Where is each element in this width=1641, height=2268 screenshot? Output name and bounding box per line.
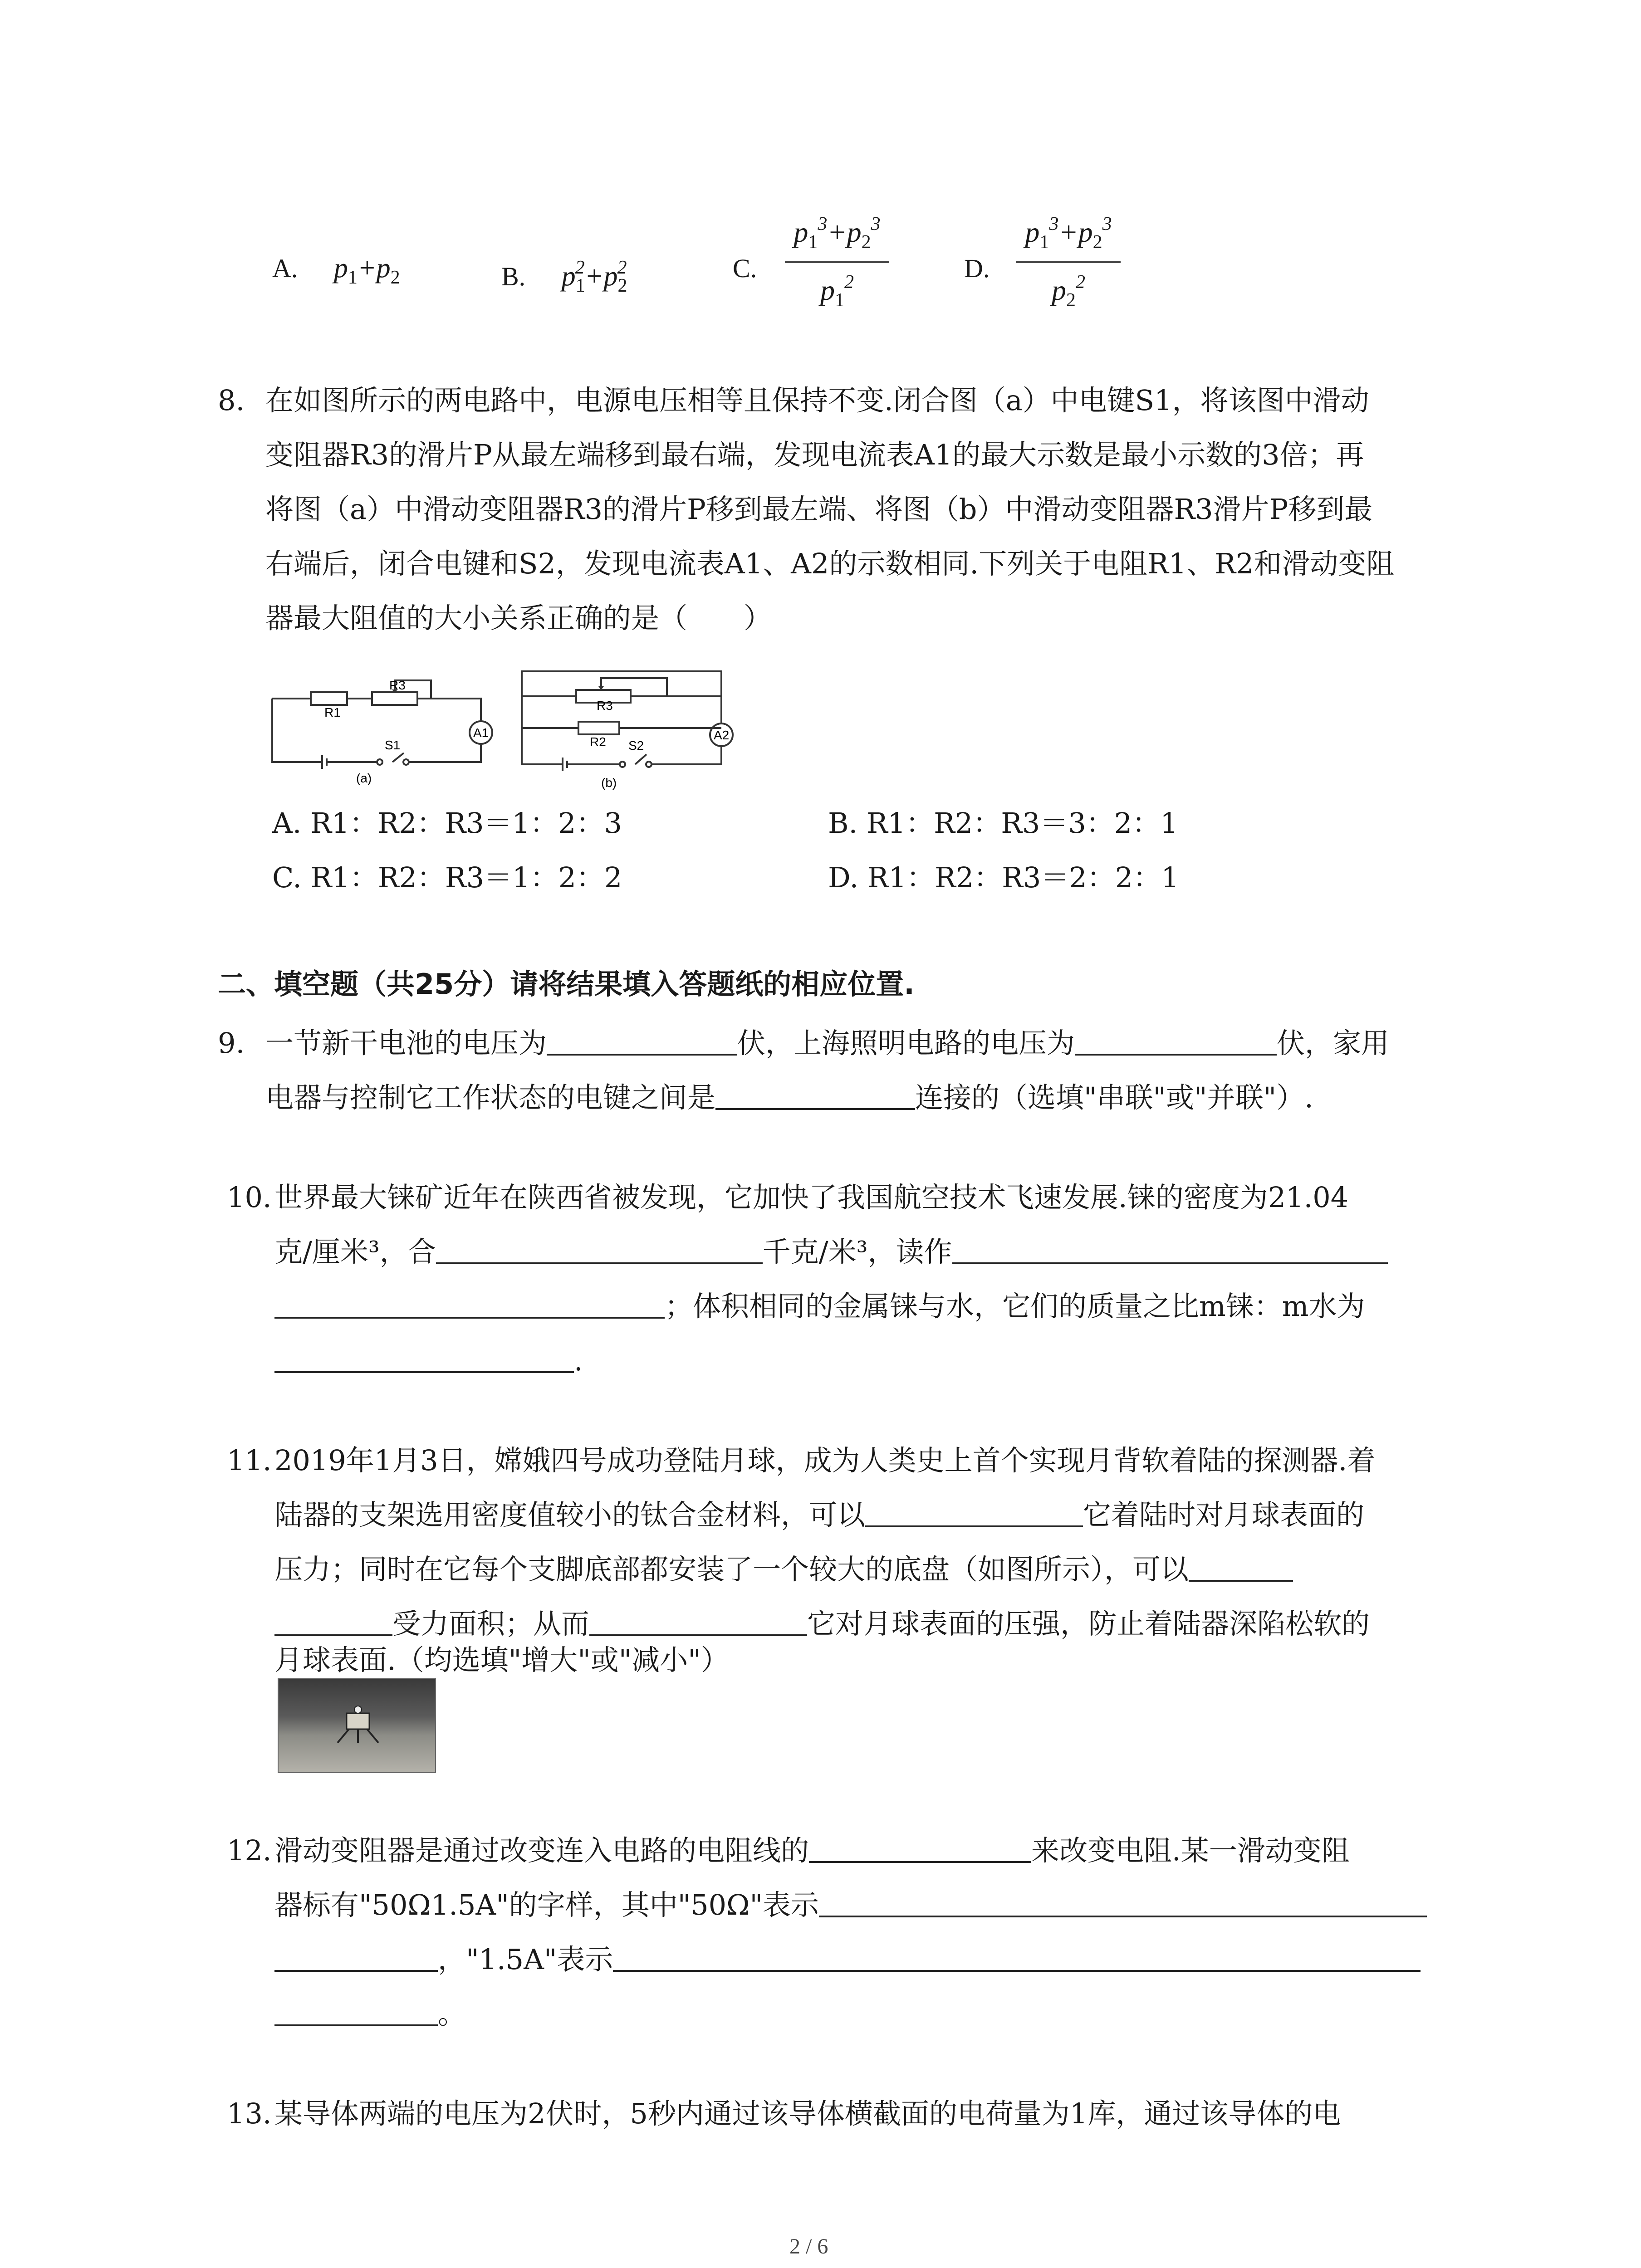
q7-option-d-label[interactable] [964, 240, 989, 296]
q12-text-3: ，"1.5A"表示 [438, 1943, 613, 1976]
q12-text-1a: 滑动变阻器是通过改变连入电路的电阻线的 [274, 1834, 809, 1867]
q11-blank-2b[interactable] [274, 1607, 392, 1636]
q10-line-2 [274, 1225, 1388, 1279]
q12-line-3 [274, 1932, 1421, 1987]
q10-blank-1[interactable] [436, 1235, 763, 1264]
fraction-bar [1016, 261, 1121, 263]
q12-blank-1[interactable] [809, 1834, 1031, 1863]
caption-a: (a) [356, 771, 372, 785]
q11-blank-3[interactable] [589, 1607, 807, 1636]
q11-text-4b: 它对月球表面的压强，防止着陆器深陷松软的 [807, 1607, 1370, 1640]
q12-line-2 [274, 1878, 1427, 1932]
q7-option-b[interactable] [501, 240, 627, 313]
q9-line-1 [265, 1016, 1389, 1070]
label-a1: A1 [473, 726, 489, 740]
page-number: 2 / 6 [789, 2234, 828, 2258]
q9-blank-1[interactable] [547, 1026, 737, 1056]
q10-number: 10. [227, 1181, 272, 1214]
q8-line-2: 变阻器R3的滑片P从最左端移到最右端，发现电流表A1的最大示数是最小示数的3倍；再 [265, 438, 1364, 471]
q12-line-1 [274, 1823, 1350, 1878]
q11-blank-2a[interactable] [1189, 1553, 1293, 1582]
q9-text-1c: 伏，家用 [1277, 1026, 1390, 1060]
option-expression: $p_1+p_2$ [333, 253, 400, 288]
q12-blank-3a[interactable] [613, 1943, 1421, 1972]
q9-blank-3[interactable] [715, 1081, 915, 1110]
option-label: A. [272, 254, 298, 283]
option-expression: $p_1^2+p_2^2$ [561, 257, 627, 296]
q7-option-c-fraction [785, 213, 889, 311]
q10-text-4: . [574, 1344, 583, 1377]
q10-blank-4[interactable] [274, 1344, 574, 1373]
q9-text-1a: 一节新干电池的电压为 [265, 1026, 547, 1060]
q11-number: 11. [227, 1444, 272, 1477]
option-label: D. [964, 254, 990, 283]
fraction-bar [785, 261, 889, 263]
numerator: $p_1^3+p_2^3$ [794, 214, 881, 253]
q7-option-a[interactable] [272, 240, 400, 305]
q10-line-4 [274, 1334, 583, 1388]
q9-text-2b: 连接的（选填"串联"或"并联"）. [915, 1081, 1313, 1114]
label-s2: S2 [628, 738, 644, 753]
denominator: $p_2^2$ [1052, 272, 1085, 311]
q8-line-4: 右端后，闭合电键和S2，发现电流表A1、A2的示数相同.下列关于电阻R1、R2和滑动变阻 [265, 547, 1395, 580]
q10-blank-2[interactable] [952, 1235, 1388, 1264]
q10-line-3 [274, 1279, 1365, 1334]
label-s1: S1 [385, 738, 401, 752]
circuit-figure-a [268, 671, 504, 794]
q7-option-c-label[interactable] [733, 240, 757, 296]
q8-line-3: 将图（a）中滑动变阻器R3的滑片P移到最左端、将图（b）中滑动变阻器R3滑片P移到最 [265, 493, 1373, 526]
circuit-figure-b [517, 665, 744, 794]
q12-blank-2a[interactable] [819, 1888, 1427, 1917]
q7-option-d-fraction [1016, 213, 1121, 311]
lander-photo [278, 1678, 436, 1773]
option-label: B. [501, 262, 526, 291]
q10-blank-3[interactable] [274, 1290, 665, 1319]
q10-text-2b: 千克/米³，读作 [762, 1235, 952, 1268]
label-r2: R2 [590, 735, 606, 749]
q11-line-2 [274, 1488, 1364, 1542]
q9-blank-2[interactable] [1075, 1026, 1277, 1056]
q8-option-b[interactable]: B. R1：R2：R3＝3：2：1 [828, 807, 1178, 840]
q8-line-5: 器最大阻值的大小关系正确的是（ ） [265, 601, 772, 635]
label-r3: R3 [389, 678, 406, 692]
option-label: C. [733, 254, 757, 283]
q9-text-1b: 伏，上海照明电路的电压为 [737, 1026, 1075, 1060]
q11-line-3 [274, 1542, 1293, 1597]
q12-text-2: 器标有"50Ω1.5A"的字样，其中"50Ω"表示 [274, 1888, 819, 1921]
q8-number: 8. [218, 384, 245, 417]
q8-option-c[interactable]: C. R1：R2：R3＝1：2：2 [272, 861, 622, 894]
q11-text-3: 压力；同时在它每个支脚底部都安装了一个较大的底盘（如图所示），可以 [274, 1553, 1189, 1586]
q8-line-1: 在如图所示的两电路中，电源电压相等且保持不变.闭合图（a）中电键S1，将该图中滑动 [265, 384, 1369, 417]
denominator: $p_1^2$ [820, 272, 854, 311]
q10-line-1: 世界最大铼矿近年在陕西省被发现，它加快了我国航空技术飞速发展.铼的密度为21.04 [274, 1181, 1349, 1214]
q12-blank-2b[interactable] [274, 1943, 438, 1972]
q13-line-1: 某导体两端的电压为2伏时，5秒内通过该导体横截面的电荷量为1库，通过该导体的电 [274, 2097, 1341, 2130]
q10-text-2a: 克/厘米³，合 [274, 1235, 436, 1268]
label-a2: A2 [714, 728, 730, 742]
q9-line-2 [265, 1070, 1313, 1125]
q12-text-1b: 来改变电阻.某一滑动变阻 [1031, 1834, 1350, 1867]
q11-blank-1[interactable] [865, 1498, 1083, 1527]
section-heading: 二、填空题（共25分）请将结果填入答题纸的相应位置. [218, 968, 915, 1001]
caption-b: (b) [601, 776, 617, 790]
numerator: $p_1^3+p_2^3$ [1025, 214, 1112, 253]
q9-number: 9. [218, 1026, 245, 1060]
q11-line-1: 2019年1月3日，嫦娥四号成功登陆月球，成为人类史上首个实现月背软着陆的探测器.着 [274, 1444, 1376, 1477]
q11-text-4a: 受力面积；从而 [392, 1607, 590, 1640]
lander-icon [333, 1704, 387, 1745]
q10-text-3a: ；体积相同的金属铼与水，它们的质量之比m铼：m水为 [665, 1290, 1365, 1323]
q12-line-4 [274, 1987, 466, 2041]
q11-line-5: 月球表面.（均选填"增大"或"减小"） [274, 1643, 729, 1677]
q13-number: 13. [227, 2097, 272, 2130]
q11-text-2b: 它着陆时对月球表面的 [1083, 1498, 1365, 1531]
q12-blank-3b[interactable] [274, 1997, 438, 2026]
label-r3-b: R3 [597, 699, 613, 713]
q12-number: 12. [227, 1834, 272, 1867]
q11-text-2a: 陆器的支架选用密度值较小的钛合金材料，可以 [274, 1498, 866, 1531]
label-r1: R1 [324, 705, 341, 719]
q9-text-2a: 电器与控制它工作状态的电键之间是 [265, 1081, 716, 1114]
q12-text-4: 。 [438, 1997, 466, 2030]
q8-option-a[interactable]: A. R1：R2：R3＝1：2：3 [272, 807, 622, 840]
q8-option-d[interactable]: D. R1：R2：R3＝2：2：1 [828, 861, 1179, 894]
